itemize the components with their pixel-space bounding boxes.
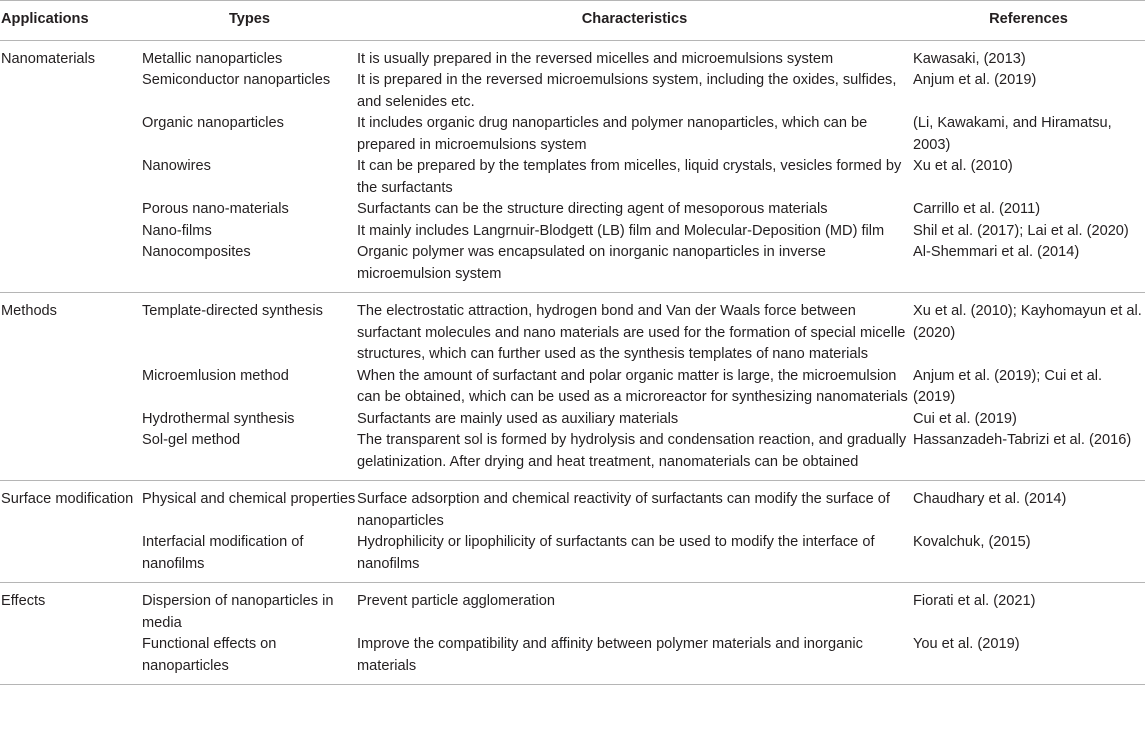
type-cell: Nanocomposites [142, 242, 357, 293]
type-cell: Hydrothermal synthesis [142, 410, 295, 427]
table-row [0, 221, 1145, 243]
type-cell: Dispersion of nanoparticles in media [142, 593, 334, 631]
header-applications: Applications [0, 1, 142, 41]
characteristics-cell: When the amount of surfactant and polar organic matter is large, the microemulsion can be obtained, which can be used as a microreactor for synthesizing nanomaterials [357, 367, 908, 405]
characteristics-cell: It is usually prepared in the reversed micelles and microemulsions system [357, 50, 834, 67]
table-row [0, 156, 1145, 199]
reference-cell: Carrillo et al. (2011) [913, 201, 1041, 217]
type-cell: Semiconductor nanoparticles [142, 72, 331, 88]
type-cell: Interfacial modification of nanofilms [142, 532, 357, 583]
reference-cell: Fiorati et al. (2021) [913, 593, 1036, 609]
characteristics-cell: Organic polymer was encapsulated on inorganic nanoparticles in inverse microemulsion system [357, 242, 912, 293]
type-cell: Nano-films [142, 222, 212, 239]
type-cell: Functional effects on nanoparticles [142, 634, 357, 685]
reference-cell: You et al. (2019) [912, 634, 1145, 685]
characteristics-cell: Hydrophilicity or lipophilicity of surfactants can be used to modify the interface of nanofilms [357, 532, 912, 583]
reference-cell: Xu et al. (2010) [913, 158, 1013, 174]
reference-cell: Anjum et al. (2019); Cui et al. (2019) [913, 367, 1102, 405]
table-row [0, 481, 1145, 533]
characteristics-cell: Improve the compatibility and affinity between polymer materials and inorganic materials [357, 634, 912, 685]
characteristics-cell: It can be prepared by the templates from micelles, liquid crystals, vesicles formed by the surfactants [357, 158, 902, 196]
table-row [0, 242, 1145, 293]
characteristics-cell: Surface adsorption and chemical reactivity of surfactants can modify the surface of nanoparticles [357, 491, 890, 529]
reference-cell: Kovalchuk, (2015) [912, 532, 1145, 583]
characteristics-cell: It is prepared in the reversed microemulsions system, including the oxides, sulfides, and selenides etc. [357, 72, 897, 110]
table-row [0, 293, 1145, 366]
reference-cell: Hassanzadeh-Tabrizi et al. (2016) [912, 430, 1145, 481]
table-body [0, 40, 1145, 685]
characteristics-cell: It mainly includes Langrnuir-Blodgett (LB) film and Molecular-Deposition (MD) film [357, 222, 885, 239]
application-cell: Methods [1, 303, 57, 319]
reference-cell: (Li, Kawakami, and Hiramatsu, 2003) [913, 115, 1112, 153]
characteristics-cell: Surfactants can be the structure directing agent of mesoporous materials [357, 201, 828, 217]
type-cell: Template-directed synthesis [142, 303, 323, 319]
table-row [0, 409, 1145, 431]
characteristics-cell: It includes organic drug nanoparticles and polymer nanoparticles, which can be prepared in microemulsions system [357, 115, 868, 153]
type-cell: Organic nanoparticles [142, 115, 284, 131]
table-row [0, 634, 1145, 685]
reference-cell: Anjum et al. (2019) [913, 72, 1037, 88]
table-row [0, 532, 1145, 583]
application-cell: Nanomaterials [1, 50, 96, 67]
header-references: References [912, 1, 1145, 41]
type-cell: Microemlusion method [142, 367, 289, 384]
characteristics-cell: Surfactants are mainly used as auxiliary materials [357, 410, 679, 427]
reference-cell: Cui et al. (2019) [913, 410, 1017, 427]
characteristics-cell: The transparent sol is formed by hydrolysis and condensation reaction, and gradually gelatinization. After drying and heat treatment, nanomaterials can be obtained [357, 430, 912, 481]
table-row [0, 583, 1145, 635]
reference-cell: Al-Shemmari et al. (2014) [912, 242, 1145, 293]
application-cell: Surface modification [1, 491, 134, 507]
type-cell: Metallic nanoparticles [142, 50, 283, 67]
reference-cell: Shil et al. (2017); Lai et al. (2020) [913, 222, 1129, 239]
type-cell: Physical and chemical properties [142, 491, 356, 507]
reference-cell: Chaudhary et al. (2014) [913, 491, 1067, 507]
reference-cell: Xu et al. (2010); Kayhomayun et al. (2020) [913, 303, 1142, 341]
characteristics-cell: The electrostatic attraction, hydrogen bond and Van der Waals force between surfactant molecules and nano materials are used for the formation of special micelle structures, which can further used as the synthesis templates of nano materials [357, 303, 906, 362]
application-cell: Effects [1, 593, 46, 609]
reference-cell: Kawasaki, (2013) [913, 50, 1026, 67]
characteristics-cell: Prevent particle agglomeration [357, 593, 555, 609]
table-row [0, 366, 1145, 409]
table-row [0, 113, 1145, 156]
header-characteristics: Characteristics [357, 1, 912, 41]
header-types: Types [142, 1, 357, 41]
type-cell: Porous nano-materials [142, 201, 289, 217]
header-row [0, 1, 1145, 41]
table-row [0, 430, 1145, 481]
table-row [0, 40, 1145, 70]
type-cell: Nanowires [142, 158, 211, 174]
table-row [0, 70, 1145, 113]
table-row [0, 199, 1145, 221]
type-cell: Sol-gel method [142, 430, 357, 481]
